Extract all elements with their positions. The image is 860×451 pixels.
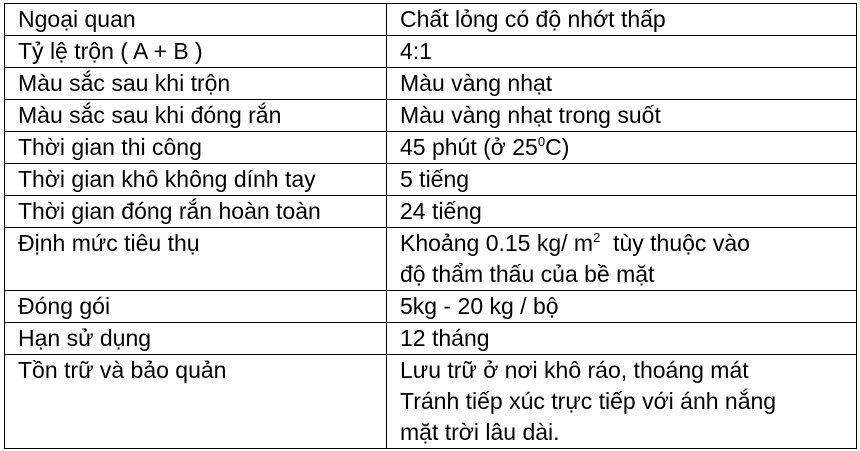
table-row [5, 100, 857, 132]
row-value: 12 tháng [387, 323, 857, 355]
table-row [5, 323, 857, 355]
spec-table [4, 3, 857, 449]
value-text: Khoảng 0.15 kg/ m [400, 230, 594, 256]
row-label: Thời gian thi công [5, 132, 387, 164]
table-row [5, 196, 857, 228]
row-value [387, 355, 857, 449]
row-label: Tỷ lệ trộn ( A + B ) [5, 36, 387, 68]
table-row [5, 164, 857, 196]
value-line: Lưu trữ ở nơi khô ráo, thoáng mát [400, 357, 749, 383]
row-label: Thời gian khô không dính tay [5, 164, 387, 196]
table-row [5, 36, 857, 68]
row-value: 4:1 [387, 36, 857, 68]
value-text: tùy thuộc vào [600, 230, 750, 256]
table-row [5, 355, 857, 449]
row-value: Màu vàng nhạt trong suốt [387, 100, 857, 132]
row-value [387, 228, 857, 291]
table-row [5, 68, 857, 100]
superscript: 2 [593, 230, 601, 245]
value-text: C) [545, 134, 570, 160]
row-label: Hạn sử dụng [5, 323, 387, 355]
value-text: 45 phút (ở 25 [400, 134, 538, 160]
row-label: Màu sắc sau khi đóng rắn [5, 100, 387, 132]
table-row [5, 228, 857, 291]
row-label: Ngoại quan [5, 4, 387, 36]
table-row [5, 291, 857, 323]
row-value: 24 tiếng [387, 196, 857, 228]
row-value: Chất lỏng có độ nhớt thấp [387, 4, 857, 36]
superscript: 0 [537, 134, 546, 149]
row-label: Đóng gói [5, 291, 387, 323]
row-label: Tồn trữ và bảo quản [5, 355, 387, 449]
row-label: Định mức tiêu thụ [5, 228, 387, 291]
row-value [387, 132, 857, 164]
table-row [5, 132, 857, 164]
row-label: Màu sắc sau khi trộn [5, 68, 387, 100]
row-value: Màu vàng nhạt [387, 68, 857, 100]
value-line: Tránh tiếp xúc trực tiếp với ánh nắng [400, 388, 777, 414]
value-line [400, 228, 856, 259]
value-line: mặt trời lâu dài. [400, 419, 560, 445]
row-value: 5kg - 20 kg / bộ [387, 291, 857, 323]
table-row [5, 4, 857, 36]
row-value: 5 tiếng [387, 164, 857, 196]
row-label: Thời gian đóng rắn hoàn toàn [5, 196, 387, 228]
value-line: độ thẩm thấu của bề mặt [400, 261, 655, 287]
